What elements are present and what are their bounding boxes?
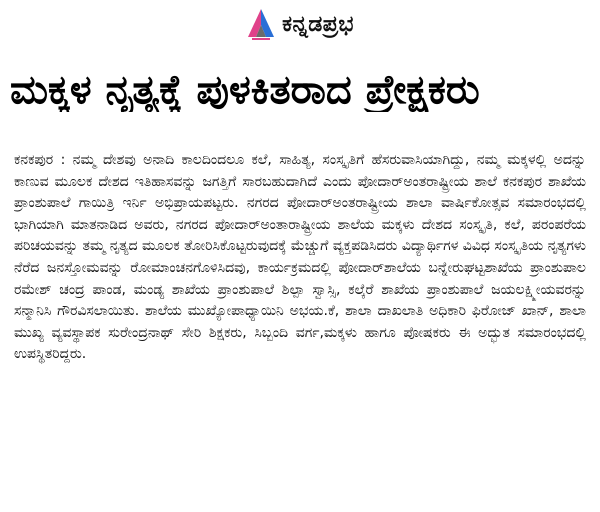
article-headline: ಮಕ್ಕಳ ನೃತ್ಯಕ್ಕೆ ಪುಳಕಿತರಾದ ಪ್ರೇಕ್ಷಕರು <box>10 68 480 112</box>
pyramid-logo-icon <box>246 7 276 41</box>
article-body <box>14 150 586 500</box>
article-dateline: ಕನಕಪುರ : <box>14 152 73 168</box>
masthead <box>0 4 600 44</box>
article-body-text: ನಮ್ಮ ದೇಶವು ಅನಾದಿ ಕಾಲದಿಂದಲೂ ಕಲೆ, ಸಾಹಿತ್ಯ, ಸಂಸ್ಕೃತಿಗೆ ಹೆಸರುವಾಸಿಯಾಗಿದ್ದು, ನಮ್ಮ ಮಕ್ಕಳಲ್ಲಿ ಅದನ್ನು ಕಾಣುವ ಮೂಲಕ ದೇಶದ ಇತಿಹಾಸವನ್ನು ಜಗತ್ತಿಗೆ ಸಾರಬಹುದಾಗಿದೆ ಎಂದು ಪೋದಾರ್‌ಅಂತರಾಷ್ಟ್ರೀಯ ಶಾಲೆ ಕನಕಪುರ ಶಾಖೆಯ ಪ್ರಾಂಶುಪಾಲೆ ಗಾಯಿತ್ರಿ ಇರ್ನಿ ಅಭಿಪ್ರಾಯಪಟ್ಟರು. ನಗರದ ಪೋದಾರ್‌ಅಂತರಾಷ್ಟ್ರೀಯ ಶಾಲಾ ವಾರ್ಷಿಕೋತ್ಸವ ಸಮಾರಂಭದಲ್ಲಿ ಭಾಗಿಯಾಗಿ ಮಾತನಾಡಿದ ಅವರು, ನಗರದ ಪೋದಾರ್‌ಅಂತಾರಾಷ್ಟ್ರೀಯ ಶಾಲೆಯ ಮಕ್ಕಳು ದೇಶದ ಸಂಸ್ಕೃತಿ, ಕಲೆ, ಪರಂಪರೆಯ ಪರಿಚಯವನ್ನು ತಮ್ಮ ನೃತ್ಯದ ಮೂಲಕ ತೋರಿಸಿಕೊಟ್ಟರುವುದಕ್ಕೆ ಮೆಚ್ಚುಗೆ ವ್ಯಕ್ತಪಡಿಸಿದರು ವಿದ್ಯಾರ್ಥಿಗಳ ವಿವಿಧ ಸಂಸ್ಕೃತಿಯ ನೃತ್ಯಗಳು ನೆರೆದ ಜನಸ್ತೋಮವನ್ನು ರೋಮಾಂಚನಗೊಳಿಸಿದವು, ಕಾರ್ಯಕ್ರಮದಲ್ಲಿ ಪೋದಾರ್‌ಶಾಲೆಯ ಬನ್ನೇರುಘಟ್ಟಶಾಖೆಯ ಪ್ರಾಂಶುಪಾಲ ರಮೇಶ್ ಚಂದ್ರ ಪಾಂಡ, ಮಂಡ್ಯ ಶಾಖೆಯ ಪ್ರಾಂಶುಪಾಲೆ ಶಿಲ್ಪಾ ಸ್ವಾಸ್ಸಿ, ಕಲ್ಕೆರೆ ಶಾಖೆಯ ಪ್ರಾಂಶುಪಾಲೆ ಜಯಲಕ್ಷ್ಮೀಯವರನ್ನು ಸನ್ಮಾನಿಸಿ ಗೌರವಿಸಲಾಯಿತು. ಶಾಲೆಯ ಮುಖ್ಯೋಪಾಧ್ಯಾಯಿನಿ ಅಭಯ.ಕೆ, ಶಾಲಾ ದಾಖಲಾತಿ ಅಧಿಕಾರಿ ಫಿರೋಜ್ ಖಾನ್, ಶಾಲಾ ಮುಖ್ಯ ವ್ಯವಸ್ಥಾಪಕ ಸುರೇಂದ್ರನಾಥ್ ಸೇರಿ ಶಿಕ್ಷಕರು, ಸಿಬ್ಬಂದಿ ವರ್ಗ,ಮಕ್ಕಳು ಹಾಗೂ ಪೋಷಕರು ಈ ಅದ್ಭುತ ಸಮಾರಂಭದಲ್ಲಿ ಉಪಸ್ಥಿತರಿದ್ದರು. <box>14 152 586 363</box>
publication-logo-text: ಕನ್ನಡಪ್ರಭ <box>282 11 354 37</box>
